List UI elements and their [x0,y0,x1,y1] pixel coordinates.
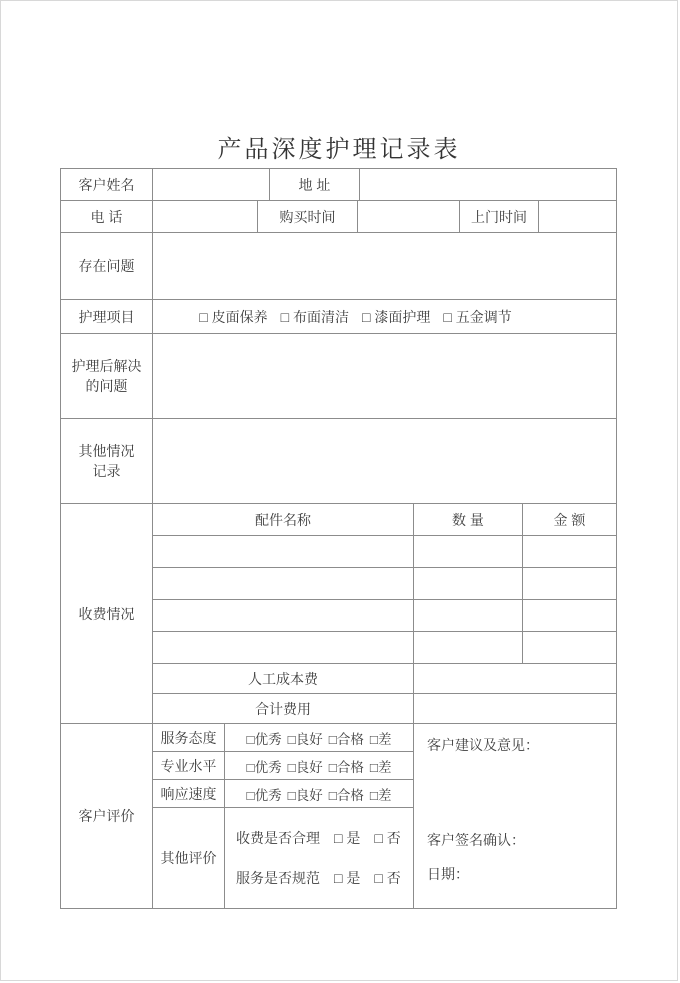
purchase-time-input[interactable] [358,201,460,232]
date-label: 日期： [427,866,469,882]
leather-care-checkbox[interactable]: □ 皮面保养 [199,308,268,325]
customer-name-input[interactable] [153,169,270,200]
response-speed-pass-checkbox[interactable]: □合格 [328,787,364,803]
quantity-column-header: 数 量 [414,504,523,535]
labor-fee-label: 人工成本费 [153,664,414,693]
care-items-options [153,300,616,333]
evaluation-label: 客户评价 [61,724,153,908]
professional-level-label: 专业水平 [153,752,225,779]
row-phone-times [61,201,616,233]
care-items-label: 护理项目 [61,300,153,333]
phone-label: 电 话 [61,201,153,232]
service-standard-no-checkbox[interactable]: □ 否 [374,870,401,886]
fee-reasonable-no-checkbox[interactable]: □ 否 [374,830,401,846]
response-speed-excellent-checkbox[interactable]: □优秀 [246,787,282,803]
other-evaluation-items [225,808,413,908]
visit-time-label: 上门时间 [460,201,539,232]
evaluation-subtable [153,724,414,908]
existing-problems-input[interactable] [153,233,616,299]
suggestion-signature-area[interactable] [414,724,616,908]
part-name-input[interactable] [153,536,414,567]
charges-subtable [153,504,616,723]
other-notes-label [61,419,153,503]
total-fee-label: 合计费用 [153,694,414,724]
row-customer-address [61,169,616,201]
labor-fee-row [153,664,616,694]
response-speed-poor-checkbox[interactable]: □差 [369,787,392,803]
visit-time-input[interactable] [539,201,616,232]
fee-reasonable-item [236,828,401,848]
fabric-cleaning-checkbox[interactable]: □ 布面清洁 [280,308,349,325]
row-solved-problems [61,334,616,419]
other-notes-label-line2: 记录 [92,463,121,479]
response-speed-label: 响应速度 [153,780,225,807]
service-attitude-excellent-checkbox[interactable]: □优秀 [246,731,282,747]
service-attitude-good-checkbox[interactable]: □良好 [287,731,323,747]
professional-level-excellent-checkbox[interactable]: □优秀 [246,759,282,775]
solved-problems-label-line2: 的问题 [85,378,128,394]
existing-problems-label: 存在问题 [61,233,153,299]
professional-level-options [225,752,413,779]
rating-row-response-speed [153,780,413,808]
professional-level-pass-checkbox[interactable]: □合格 [328,759,364,775]
quantity-input[interactable] [414,568,523,599]
amount-input[interactable] [523,536,616,567]
page-title: 产品深度护理记录表 [217,136,461,163]
amount-input[interactable] [523,632,616,663]
professional-level-poor-checkbox[interactable]: □差 [369,759,392,775]
purchase-time-label: 购买时间 [258,201,358,232]
total-fee-input[interactable] [414,694,616,724]
row-evaluation [61,724,616,908]
part-name-input[interactable] [153,600,414,631]
suggestion-label: 客户建议及意见： [427,737,539,753]
row-charges [61,504,616,724]
total-fee-row [153,694,616,724]
response-speed-options [225,780,413,807]
professional-level-good-checkbox[interactable]: □良好 [287,759,323,775]
hardware-adjust-checkbox[interactable]: □ 五金调节 [443,308,512,325]
service-attitude-poor-checkbox[interactable]: □差 [369,731,392,747]
part-name-input[interactable] [153,632,414,663]
amount-input[interactable] [523,600,616,631]
address-label: 地 址 [270,169,360,200]
response-speed-good-checkbox[interactable]: □良好 [287,787,323,803]
other-evaluation-row [153,808,413,908]
other-evaluation-label: 其他评价 [153,808,225,908]
care-record-table [60,168,617,909]
charges-label: 收费情况 [61,504,153,723]
row-care-items [61,300,616,334]
amount-column-header: 金 额 [553,511,586,528]
part-name-column-header: 配件名称 [153,504,414,535]
part-name-input[interactable] [153,568,414,599]
solved-problems-label-line1: 护理后解决 [71,358,142,374]
charges-header-row [153,504,616,536]
charges-item-row [153,568,616,600]
quantity-input[interactable] [414,536,523,567]
rating-row-service-attitude [153,724,413,752]
service-standard-item [236,868,401,888]
address-input[interactable] [360,169,616,200]
amount-input[interactable] [523,568,616,599]
paint-care-checkbox[interactable]: □ 漆面护理 [362,308,431,325]
labor-fee-input[interactable] [414,664,616,693]
quantity-input[interactable] [414,600,523,631]
other-notes-label-line1: 其他情况 [78,443,135,459]
service-standard-yes-checkbox[interactable]: □ 是 [334,870,361,886]
rating-row-professional-level [153,752,413,780]
row-other-notes [61,419,616,504]
solved-problems-label [61,334,153,418]
service-attitude-pass-checkbox[interactable]: □合格 [328,731,364,747]
customer-name-label: 客户姓名 [61,169,153,200]
charges-item-row [153,632,616,664]
other-notes-input[interactable] [153,419,616,503]
row-existing-problems [61,233,616,300]
service-attitude-options [225,724,413,751]
quantity-input[interactable] [414,632,523,663]
service-attitude-label: 服务态度 [153,724,225,751]
fee-reasonable-label: 收费是否合理 [236,830,320,846]
solved-problems-input[interactable] [153,334,616,418]
signature-label: 客户签名确认： [427,832,525,848]
charges-item-row [153,600,616,632]
fee-reasonable-yes-checkbox[interactable]: □ 是 [334,830,361,846]
charges-item-row [153,536,616,568]
phone-input[interactable] [153,201,258,232]
service-standard-label: 服务是否规范 [236,870,320,886]
